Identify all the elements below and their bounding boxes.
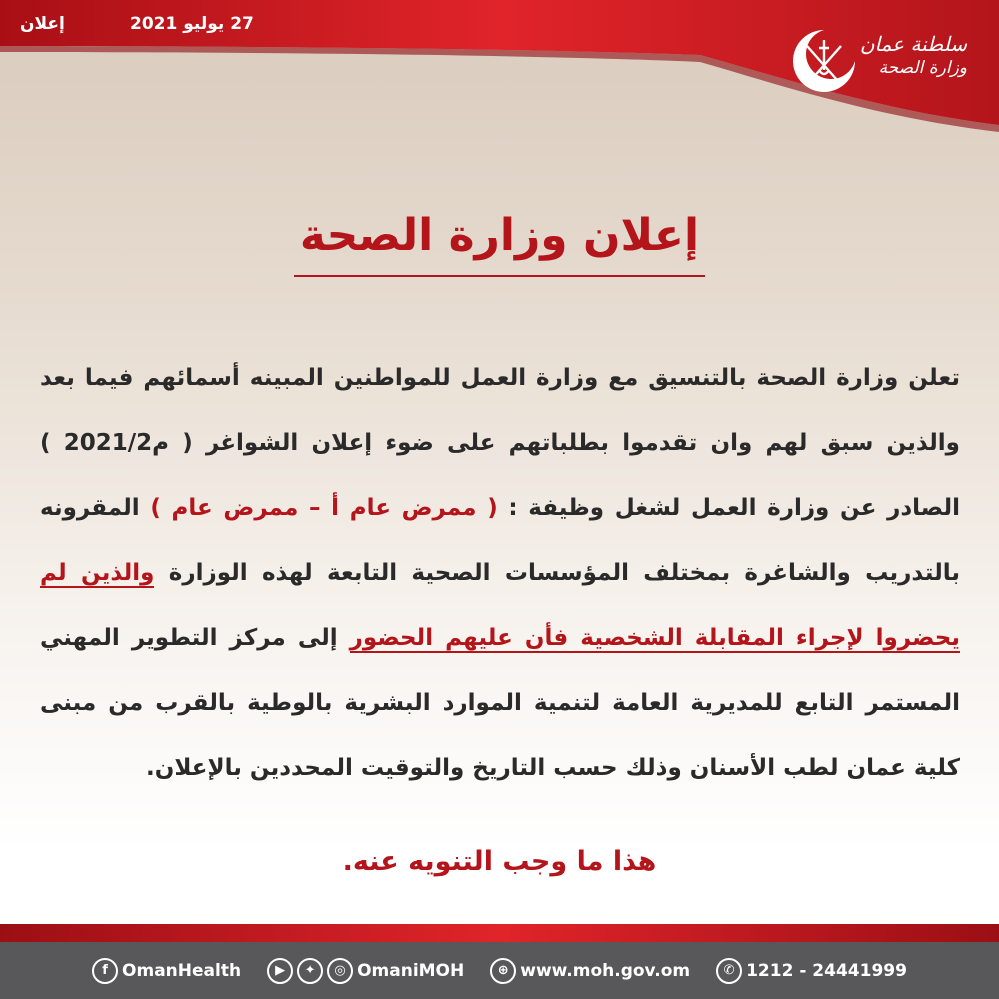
closing-note: هذا ما وجب التنويه عنه. — [342, 846, 657, 877]
page-title-text: إعلان وزارة الصحة — [294, 210, 705, 277]
ministry-logo — [779, 20, 979, 100]
logo-line-ministry: وزارة الصحة — [878, 58, 967, 78]
footer-facebook[interactable] — [92, 958, 241, 984]
announcement-body — [40, 346, 960, 801]
phone-icon: ✆ — [716, 958, 742, 984]
attendance-notice: والذين لم يحضروا لإجراء المقابلة الشخصية فأن عليهم الحضور — [40, 560, 960, 651]
phone-number: 1212 - 24441999 — [746, 960, 907, 981]
logo-line-sultanate: سلطنة عمان — [859, 32, 967, 56]
instagram-icon: ◎ — [327, 958, 353, 984]
footer — [0, 942, 999, 999]
footer-website[interactable] — [490, 958, 690, 984]
crescent-emblem-icon — [789, 26, 859, 96]
youtube-icon: ▶ — [267, 958, 293, 984]
globe-icon: ⊕ — [490, 958, 516, 984]
body-part-3: إلى مركز التطوير المهني المستمر التابع للمديرية العامة لتنمية الموارد البشرية بالوطية بالقرب من مبنى كلية عمان لطب الأسنان وذلك حسب التاريخ والتوقيت المحددين بالإعلان. — [40, 625, 960, 781]
footer-phone[interactable] — [716, 958, 907, 984]
facebook-icon: f — [92, 958, 118, 984]
twitter-icon: ✦ — [297, 958, 323, 984]
footer-social[interactable] — [267, 958, 464, 984]
body-part-1: تعلن وزارة الصحة بالتنسيق مع وزارة العمل للمواطنين المبينه أسمائهم فيما بعد والذين سبق لهم وان تقدموا بطلباتهم على ضوء إعلان الشواغر ( م2021/2 ) الصادر عن وزارة العمل لشغل وظيفة : — [40, 365, 960, 521]
announcement-date: 27 يوليو 2021 — [130, 14, 254, 34]
footer-red-bar — [0, 924, 999, 942]
page-title — [0, 210, 999, 277]
social-handle: OmaniMOH — [357, 960, 465, 981]
body-part-2: المقرونه بالتدريب والشاغرة بمختلف المؤسسات الصحية التابعة لهذه الوزارة — [40, 495, 960, 586]
facebook-handle: OmanHealth — [122, 960, 242, 981]
announcement-label: إعلان — [20, 14, 65, 34]
website-url: www.moh.gov.om — [520, 960, 691, 981]
job-titles: ( ممرض عام أ – ممرض عام ) — [150, 495, 498, 521]
